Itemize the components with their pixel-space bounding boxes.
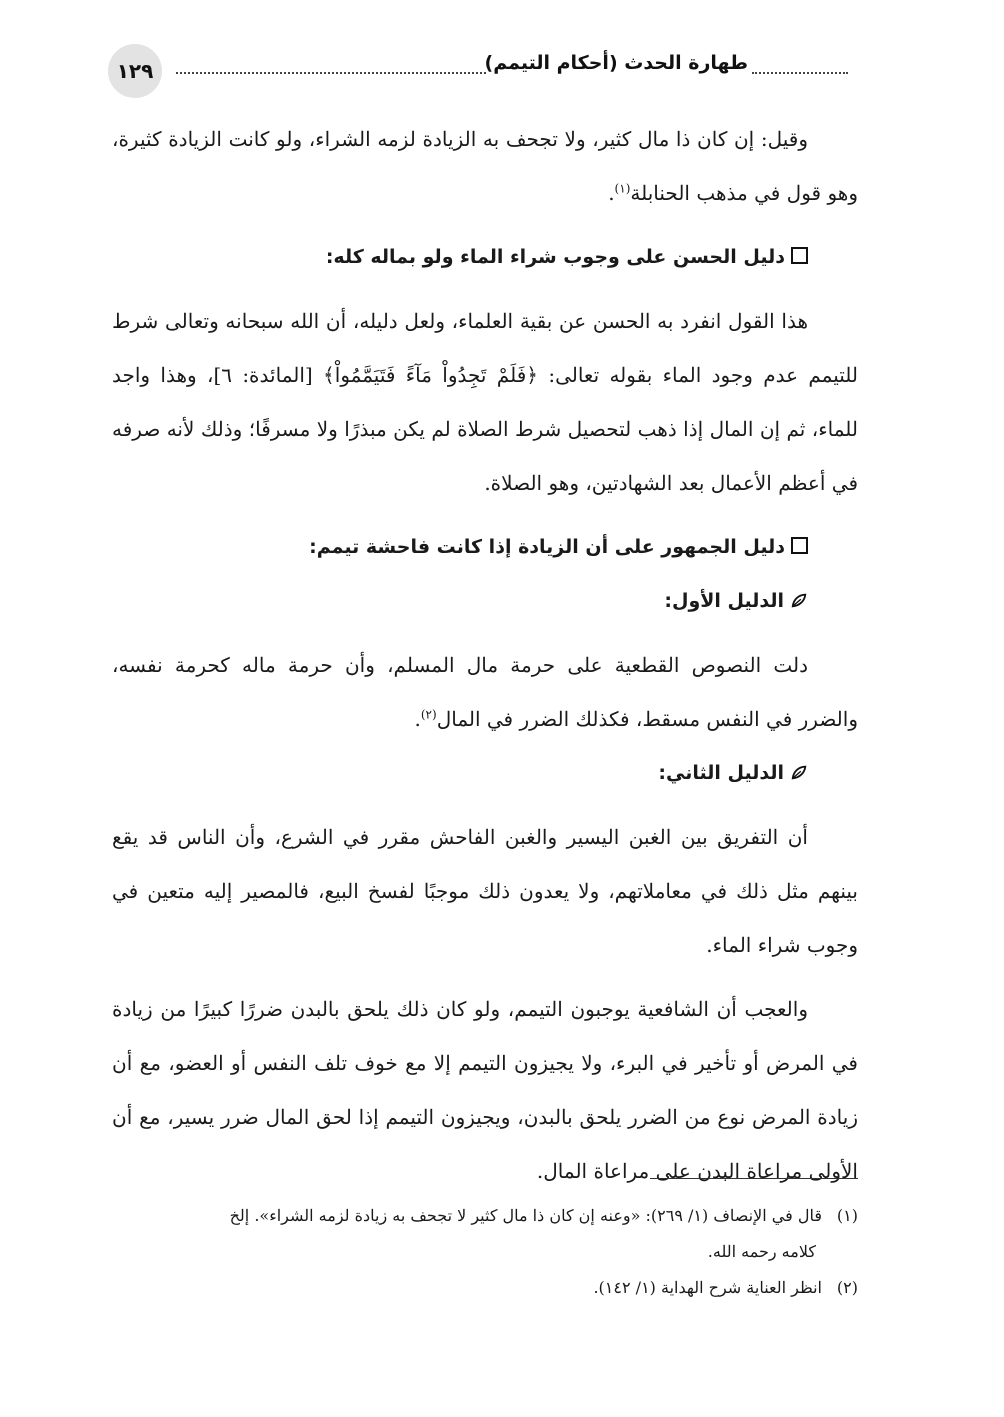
footnote-text: قال في الإنصاف (١/ ٢٦٩): «وعنه إن كان ذا مال كثير لا تجحف به زيادة لزمه الشراء». إلخ [229,1206,822,1225]
page-header [108,44,848,100]
header-dotted-leader [752,62,848,74]
paragraph: دلت النصوص القطعية على حرمة مال المسلم، وأن حرمة ماله كحرمة نفسه، والضرر في النفس مسقط، فكذلك الضرر في المال$^{(٢)}$. [112,653,858,731]
running-title: طهارة الحدث (أحكام التيمم) [484,52,748,74]
footnotes [112,1198,858,1306]
footnote-ref: (١) [614,181,631,196]
heading-text: دليل الحسن على وجوب شراء الماء ولو بماله كله: [325,246,785,268]
subheading [112,746,858,800]
leaf-ornament-icon [790,764,808,782]
subheading [112,574,858,628]
main-text [112,112,858,1198]
footnote-continuation: كلامه رحمه الله. [707,1242,816,1261]
page-number-badge [108,44,162,98]
subheading-text: الدليل الثاني: [658,762,784,784]
footnote-separator [650,1178,858,1179]
quran-verse: ﴿فَلَمْ تَجِدُواْ مَآءً فَتَيَمَّمُواْ﴾ [323,363,538,387]
paragraph: والعجب أن الشافعية يوجبون التيمم، ولو كان ذلك يلحق بالبدن ضررًا كبيرًا من زيادة في المرض أو تأخير في البرء، ولا يجيزون التيمم إلا مع خوف تلف النفس أو العضو، مع أن زيادة المرض نوع من الضرر يلحق بالبدن، ويجيزون التيمم إذا لحق المال ضرر يسير، مع أن الأولى مراعاة البدن على مراعاة المال. [112,997,858,1183]
footnote [112,1198,858,1234]
paragraph-text: دلت النصوص القطعية على حرمة مال المسلم، وأن حرمة ماله كحرمة نفسه، والضرر في النفس مسقط، فكذلك الضرر في المال [112,653,858,731]
footnote-number: (١) [836,1206,858,1225]
paragraph-text: وقيل: إن كان ذا مال كثير، ولا تجحف به الزيادة لزمه الشراء، ولو كانت الزيادة كثيرة، وهو قول في مذهب الحنابلة [112,127,858,205]
footnote-number: (٢) [836,1278,858,1297]
leaf-ornament-icon [790,592,808,610]
footnote-ref: (٢) [420,707,437,722]
page-number: ١٢٩ [116,59,154,83]
paragraph: وقيل: إن كان ذا مال كثير، ولا تجحف به الزيادة لزمه الشراء، ولو كانت الزيادة كثيرة، وهو قول في مذهب الحنابلة$^{(١)}$. [112,127,858,205]
subheading-text: الدليل الأول: [664,590,784,612]
section-heading [112,230,858,284]
square-bullet-icon [791,537,808,554]
footnote [112,1270,858,1306]
paragraph [112,294,858,510]
paragraph-text: هذا القول انفرد به الحسن عن بقية العلماء، ولعل دليله، أن الله سبحانه وتعالى شرط للتيمم عدم وجود الماء بقوله تعالى: [112,309,859,387]
paragraph: أن التفريق بين الغبن اليسير والغبن الفاحش مقرر في الشرع، وأن الناس قد يقع بينهم مثل ذلك في معاملاتهم، ولا يعدون ذلك موجبًا لفسخ البيع، فالمصير إليه متعين في وجوب شراء الماء. [112,825,858,957]
verse-citation: [المائدة: ٦] [213,363,313,387]
paragraph-text: ، وهذا واجد للماء، ثم إن المال إذا ذهب لتحصيل شرط الصلاة لم يكن مبذرًا ولا مسرفًا؛ وذلك لأنه صرفه في أعظم الأعمال بعد الشهادتين، وهو الصلاة. [112,363,858,495]
header-dotted-leader [176,62,486,74]
footnote-text: انظر العناية شرح الهداية (١/ ١٤٢). [593,1278,822,1297]
square-bullet-icon [791,247,808,264]
heading-text: دليل الجمهور على أن الزيادة إذا كانت فاحشة تيمم: [309,536,785,558]
section-heading [112,520,858,574]
